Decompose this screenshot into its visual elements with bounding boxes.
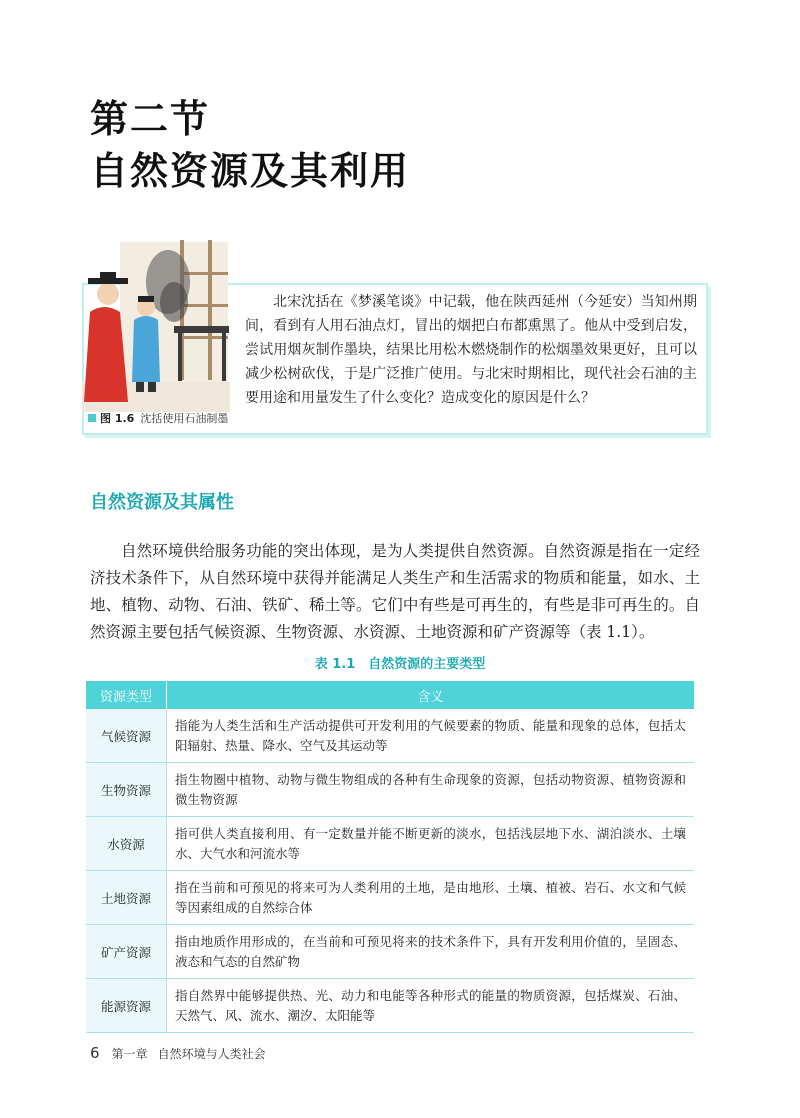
table-row bbox=[86, 763, 694, 817]
figure-caption-text: 沈括使用石油制墨 bbox=[140, 412, 229, 425]
resource-desc-cell: 指生物圈中植物、动物与微生物组成的各种有生命现象的资源，包括动物资源、植物资源和微生物资源 bbox=[167, 763, 695, 817]
page-number: 6 bbox=[90, 1044, 100, 1062]
section-heading: 自然资源及其属性 bbox=[90, 492, 234, 513]
resource-type-cell: 土地资源 bbox=[86, 871, 167, 925]
table-row bbox=[86, 709, 694, 763]
resource-type-cell: 水资源 bbox=[86, 817, 167, 871]
chapter-number: 第一章 bbox=[111, 1047, 148, 1061]
table-header-row bbox=[86, 681, 694, 709]
table-row bbox=[86, 925, 694, 979]
resource-desc-cell: 指自然界中能够提供热、光、动力和电能等各种形式的能量的物质资源，包括煤炭、石油、天然气、风、流水、潮汐、太阳能等 bbox=[167, 979, 695, 1033]
figure-caption bbox=[88, 410, 228, 426]
table-row bbox=[86, 817, 694, 871]
chapter-title: 自然环境与人类社会 bbox=[157, 1047, 266, 1061]
resource-desc-cell: 指由地质作用形成的，在当前和可预见将来的技术条件下，具有开发利用价值的，呈固态、液态和气态的自然矿物 bbox=[167, 925, 695, 979]
table-row bbox=[86, 871, 694, 925]
table-row bbox=[86, 979, 694, 1033]
resource-type-cell: 气候资源 bbox=[86, 709, 167, 763]
header-meaning: 含义 bbox=[167, 681, 695, 709]
figure-number: 图 1.6 bbox=[100, 412, 135, 425]
table-caption: 表 1.1 自然资源的主要类型 bbox=[314, 657, 486, 672]
resource-desc-cell: 指在当前和可预见的将来可为人类利用的土地，是由地形、土壤、植被、岩石、水文和气候等因素组成的自然综合体 bbox=[167, 871, 695, 925]
resource-types-table bbox=[86, 681, 694, 1033]
shen-kuo-illustration bbox=[80, 232, 230, 412]
resource-type-cell: 矿产资源 bbox=[86, 925, 167, 979]
section-number: 第二节 bbox=[90, 97, 211, 141]
intro-text: 北宋沈括在《梦溪笔谈》中记载，他在陕西延州（今延安）当知州期间，看到有人用石油点灯，冒出的烟把白布都熏黑了。他从中受到启发，尝试用烟灰制作墨块，结果比用松木燃烧制作的松烟墨效果更好，且可以减少松树砍伐，于是广泛推广使用。与北宋时期相比，现代社会石油的主要用途和用量发生了什么变化？造成变化的原因是什么？ bbox=[245, 294, 697, 406]
resource-desc-cell: 指可供人类直接利用、有一定数量并能不断更新的淡水，包括浅层地下水、湖泊淡水、土壤水、大气水和河流水等 bbox=[167, 817, 695, 871]
page-title: 自然资源及其利用 bbox=[90, 149, 411, 193]
header-resource-type: 资源类型 bbox=[86, 681, 167, 709]
resource-desc-cell: 指能为人类生活和生产活动提供可开发利用的气候要素的物质、能量和现象的总体，包括太阳辐射、热量、降水、空气及其运动等 bbox=[167, 709, 695, 763]
body-paragraph: 自然环境供给服务功能的突出体现，是为人类提供自然资源。自然资源是指在一定经济技术条件下，从自然环境中获得并能满足人类生产和生活需求的物质和能量，如水、土地、植物、动物、石油、铁矿、稀土等。它们中有些是可再生的，有些是非可再生的。自然资源主要包括气候资源、生物资源、水资源、土地资源和矿产资源等（表 1.1）。 bbox=[90, 542, 700, 641]
resource-type-cell: 能源资源 bbox=[86, 979, 167, 1033]
caption-marker bbox=[88, 414, 96, 422]
page-footer bbox=[90, 1044, 266, 1062]
resource-type-cell: 生物资源 bbox=[86, 763, 167, 817]
